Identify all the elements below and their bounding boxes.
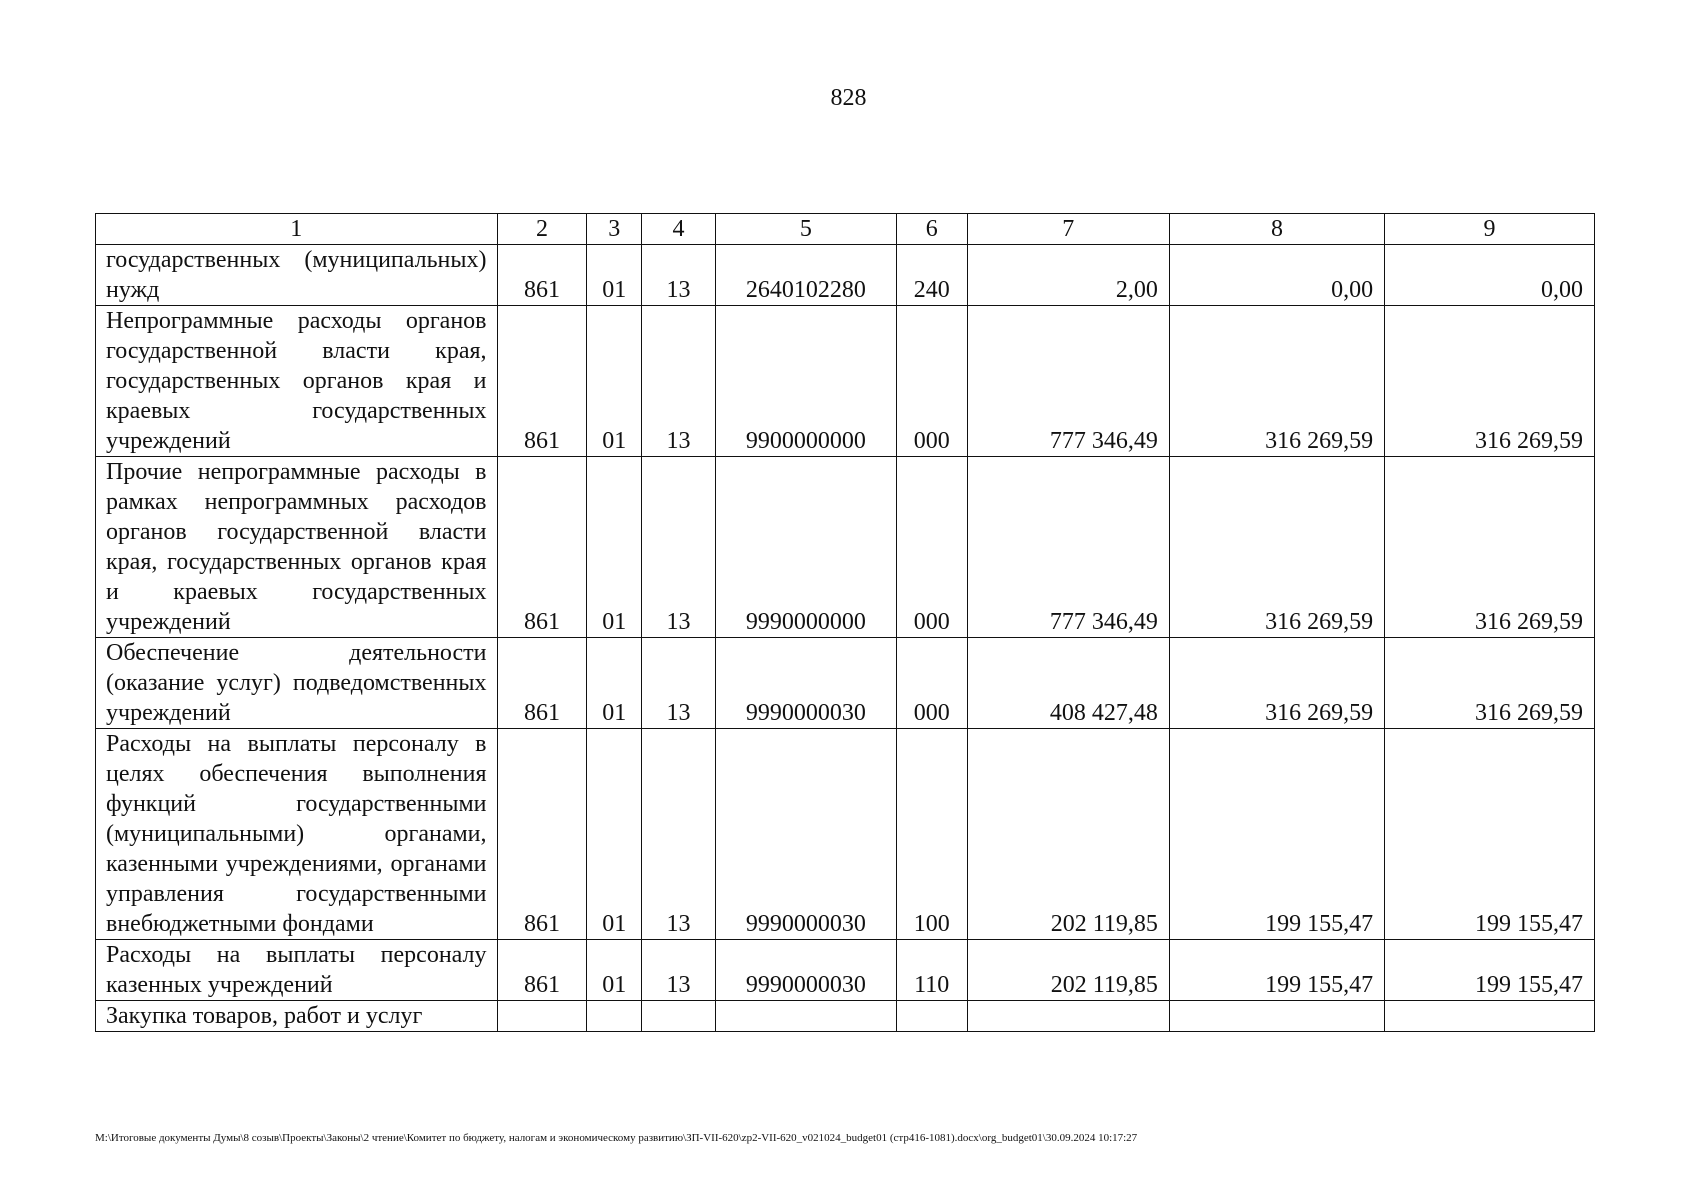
subsection-code: 13 xyxy=(642,729,716,940)
section-code: 01 xyxy=(587,638,642,729)
column-header: 6 xyxy=(896,214,967,245)
section-code xyxy=(587,1001,642,1032)
ministry-code: 861 xyxy=(497,940,587,1001)
section-code: 01 xyxy=(587,245,642,306)
file-path-footer: M:\Итоговые документы Думы\8 созыв\Проекты\Законы\2 чтение\Комитет по бюджету, налогам и экономическому развитию\ЗП-VII-620\zp2-VII-620_v021024_budget01 (стр416-1081).docx\org_budget01\30.09.2024 10:17:27 xyxy=(95,1132,1138,1144)
section-code: 01 xyxy=(587,457,642,638)
expense-type-code: 240 xyxy=(896,245,967,306)
column-header: 1 xyxy=(96,214,498,245)
ministry-code xyxy=(497,1001,587,1032)
table-row xyxy=(96,306,1595,457)
amount-col8 xyxy=(1169,1001,1384,1032)
target-article-code: 9990000030 xyxy=(715,940,896,1001)
amount-col8: 0,00 xyxy=(1169,245,1384,306)
expense-name: Непрограммные расходы органов государственной власти края, государственных органов края и краевых государственных учреждений xyxy=(96,306,498,457)
budget-table xyxy=(95,213,1595,1032)
ministry-code: 861 xyxy=(497,638,587,729)
amount-col7: 202 119,85 xyxy=(967,940,1169,1001)
amount-col9 xyxy=(1385,1001,1595,1032)
amount-col8: 199 155,47 xyxy=(1169,729,1384,940)
expense-name: Расходы на выплаты персоналу казенных учреждений xyxy=(96,940,498,1001)
subsection-code: 13 xyxy=(642,457,716,638)
expense-type-code: 000 xyxy=(896,638,967,729)
expense-name: Закупка товаров, работ и услуг xyxy=(96,1001,498,1032)
table-row xyxy=(96,729,1595,940)
table-row xyxy=(96,457,1595,638)
column-header: 4 xyxy=(642,214,716,245)
amount-col8: 316 269,59 xyxy=(1169,457,1384,638)
target-article-code: 2640102280 xyxy=(715,245,896,306)
amount-col7: 202 119,85 xyxy=(967,729,1169,940)
section-code: 01 xyxy=(587,306,642,457)
amount-col7: 2,00 xyxy=(967,245,1169,306)
expense-type-code: 110 xyxy=(896,940,967,1001)
amount-col9: 316 269,59 xyxy=(1385,457,1595,638)
section-code: 01 xyxy=(587,729,642,940)
target-article-code: 9990000030 xyxy=(715,729,896,940)
table-row xyxy=(96,245,1595,306)
amount-col9: 316 269,59 xyxy=(1385,638,1595,729)
column-header: 5 xyxy=(715,214,896,245)
amount-col7 xyxy=(967,1001,1169,1032)
target-article-code: 9990000030 xyxy=(715,638,896,729)
ministry-code: 861 xyxy=(497,245,587,306)
target-article-code: 9990000000 xyxy=(715,457,896,638)
expense-type-code xyxy=(896,1001,967,1032)
amount-col9: 199 155,47 xyxy=(1385,729,1595,940)
amount-col7: 408 427,48 xyxy=(967,638,1169,729)
amount-col9: 316 269,59 xyxy=(1385,306,1595,457)
subsection-code: 13 xyxy=(642,638,716,729)
expense-name: Прочие непрограммные расходы в рамках непрограммных расходов органов государственной власти края, государственных органов края и краевых государственных учреждений xyxy=(96,457,498,638)
amount-col9: 0,00 xyxy=(1385,245,1595,306)
ministry-code: 861 xyxy=(497,306,587,457)
expense-name: Обеспечение деятельности (оказание услуг) подведомственных учреждений xyxy=(96,638,498,729)
header-row xyxy=(96,214,1595,245)
target-article-code xyxy=(715,1001,896,1032)
page-number: 828 xyxy=(830,85,867,111)
section-code: 01 xyxy=(587,940,642,1001)
amount-col8: 316 269,59 xyxy=(1169,306,1384,457)
expense-type-code: 000 xyxy=(896,306,967,457)
ministry-code: 861 xyxy=(497,457,587,638)
ministry-code: 861 xyxy=(497,729,587,940)
amount-col7: 777 346,49 xyxy=(967,457,1169,638)
subsection-code xyxy=(642,1001,716,1032)
amount-col8: 316 269,59 xyxy=(1169,638,1384,729)
table-row xyxy=(96,638,1595,729)
amount-col7: 777 346,49 xyxy=(967,306,1169,457)
table-body xyxy=(96,245,1595,1032)
table-row xyxy=(96,940,1595,1001)
table-header xyxy=(96,214,1595,245)
column-header: 3 xyxy=(587,214,642,245)
column-header: 9 xyxy=(1385,214,1595,245)
target-article-code: 9900000000 xyxy=(715,306,896,457)
expense-name: Расходы на выплаты персоналу в целях обеспечения выполнения функций государственными (муниципальными) органами, казенными учреждениями, органами управления государственными внебюджетными фондами xyxy=(96,729,498,940)
column-header: 2 xyxy=(497,214,587,245)
expense-type-code: 000 xyxy=(896,457,967,638)
amount-col8: 199 155,47 xyxy=(1169,940,1384,1001)
subsection-code: 13 xyxy=(642,245,716,306)
column-header: 7 xyxy=(967,214,1169,245)
subsection-code: 13 xyxy=(642,306,716,457)
amount-col9: 199 155,47 xyxy=(1385,940,1595,1001)
column-header: 8 xyxy=(1169,214,1384,245)
table-row xyxy=(96,1001,1595,1032)
subsection-code: 13 xyxy=(642,940,716,1001)
expense-type-code: 100 xyxy=(896,729,967,940)
expense-name: государственных (муниципальных) нужд xyxy=(96,245,498,306)
